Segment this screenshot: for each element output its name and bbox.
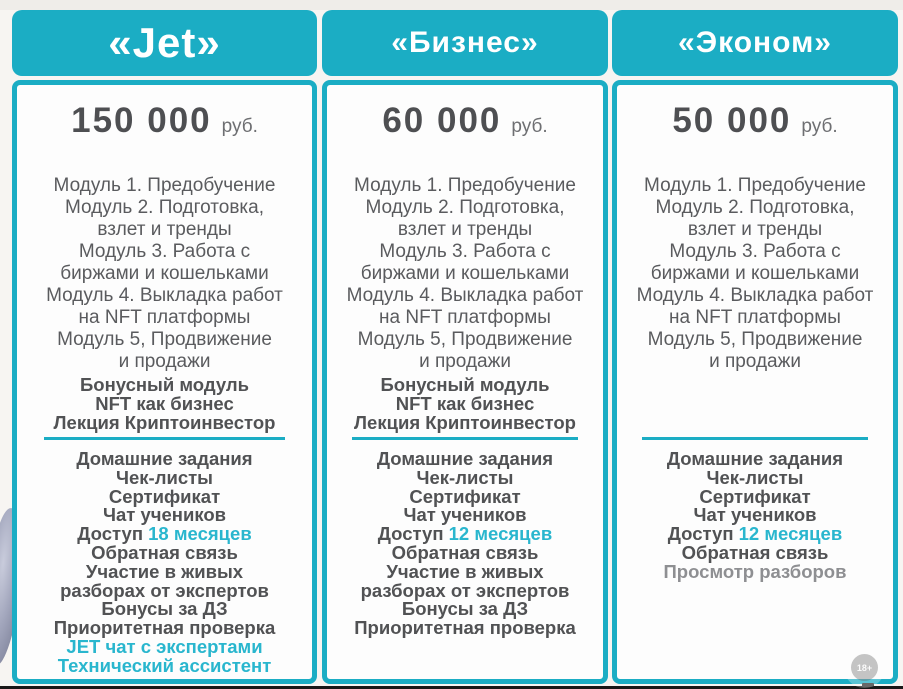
features-list bbox=[617, 450, 893, 582]
divider-line bbox=[642, 437, 868, 440]
price-value: 50 000 bbox=[672, 101, 792, 140]
pricing-card bbox=[322, 10, 608, 684]
module-line: на NFT платформы bbox=[669, 307, 841, 328]
bonus-list bbox=[17, 373, 312, 433]
bonus-line: Лекция Криптоинвестор bbox=[53, 412, 276, 433]
divider-line bbox=[44, 437, 286, 440]
feature-line bbox=[327, 619, 603, 638]
feature-text: Чат учеников bbox=[403, 504, 527, 526]
feature-text: Обратная связь bbox=[681, 541, 829, 563]
feature-text: Чат учеников bbox=[102, 504, 227, 526]
feature-text: Домашние задания bbox=[376, 448, 554, 469]
cursor-mark bbox=[862, 683, 874, 687]
price-value: 60 000 bbox=[382, 101, 502, 140]
bonus-list bbox=[617, 373, 893, 433]
feature-text: Сертификат bbox=[699, 485, 811, 507]
feature-text: Чек-листы bbox=[706, 466, 804, 488]
module-line: взлет и тренды bbox=[97, 219, 232, 240]
module-line: Модуль 3. Работа с bbox=[669, 241, 841, 262]
price-value: 150 000 bbox=[71, 101, 212, 140]
module-line: Модуль 2. Подготовка, bbox=[64, 197, 265, 218]
module-line: Модуль 5, Продвижение bbox=[57, 329, 272, 350]
feature-text: Бонусы за ДЗ bbox=[101, 598, 228, 620]
feature-text: Обратная связь bbox=[391, 541, 539, 563]
module-line: Модуль 5, Продвижение bbox=[647, 329, 863, 350]
feature-text: Чек-листы bbox=[116, 466, 213, 488]
features-list bbox=[327, 450, 603, 638]
modules-list bbox=[327, 175, 603, 373]
bonus-line: NFT как бизнес bbox=[395, 393, 535, 414]
module-line: Модуль 4. Выкладка работ bbox=[46, 285, 283, 306]
feature-text: Доступ bbox=[667, 523, 739, 545]
feature-text: Чек-листы bbox=[416, 466, 514, 488]
module-line: Модуль 4. Выкладка работ bbox=[636, 285, 874, 306]
module-line: Модуль 1. Предобучение bbox=[354, 175, 576, 196]
module-line: и продажи bbox=[419, 351, 511, 372]
feature-text: разборах от экспертов bbox=[60, 579, 269, 601]
plan-title: «Jet» bbox=[12, 10, 317, 76]
plan-body bbox=[612, 80, 898, 684]
module-line: биржами и кошельками bbox=[60, 263, 269, 284]
module-line: биржами и кошельками bbox=[360, 263, 570, 284]
plan-price bbox=[327, 101, 603, 143]
plan-price bbox=[617, 101, 893, 143]
plan-title: «Эконом» bbox=[612, 10, 898, 76]
module-line: Модуль 1. Предобучение bbox=[644, 175, 866, 196]
module-line: Модуль 2. Подготовка, bbox=[655, 197, 855, 218]
module-line: биржами и кошельками bbox=[650, 263, 860, 284]
pricing-card bbox=[12, 10, 317, 684]
feature-text: Домашние задания bbox=[76, 448, 253, 469]
module-line: Модуль 4. Выкладка работ bbox=[346, 285, 584, 306]
bonus-line: Бонусный модуль bbox=[380, 374, 550, 395]
divider-line bbox=[352, 437, 578, 440]
feature-line bbox=[17, 654, 312, 676]
bonus-line: Бонусный модуль bbox=[79, 374, 249, 395]
bonus-line: Лекция Криптоинвестор bbox=[354, 412, 576, 433]
feature-text: Доступ bbox=[77, 523, 149, 545]
price-currency: руб. bbox=[801, 116, 838, 137]
features-list bbox=[17, 450, 312, 676]
module-line: и продажи bbox=[709, 351, 801, 372]
feature-highlight: Технический ассистент bbox=[57, 654, 272, 676]
module-line: на NFT платформы bbox=[78, 307, 251, 328]
plan-price bbox=[17, 101, 312, 143]
module-line: Модуль 3. Работа с bbox=[78, 241, 251, 262]
module-line: Модуль 2. Подготовка, bbox=[365, 197, 565, 218]
bonus-list bbox=[327, 373, 603, 433]
top-strip bbox=[0, 0, 903, 10]
module-line: Модуль 5, Продвижение bbox=[357, 329, 573, 350]
feature-text: Приоритетная проверка bbox=[53, 617, 276, 639]
bonus-line: NFT как бизнес bbox=[95, 393, 234, 414]
feature-text: Домашние задания bbox=[666, 448, 844, 469]
plan-body bbox=[322, 80, 608, 684]
feature-text: Участие в живых bbox=[386, 560, 544, 582]
module-line: взлет и тренды bbox=[687, 219, 823, 240]
feature-highlight: 18 месяцев bbox=[148, 523, 252, 545]
feature-highlight: Просмотр разборов bbox=[663, 560, 847, 582]
price-currency: руб. bbox=[511, 116, 548, 137]
module-line: на NFT платформы bbox=[379, 307, 551, 328]
module-line: Модуль 3. Работа с bbox=[379, 241, 551, 262]
modules-list bbox=[617, 175, 893, 373]
module-line: взлет и тренды bbox=[397, 219, 533, 240]
feature-text: Приоритетная проверка bbox=[354, 617, 576, 639]
feature-text: Участие в живых bbox=[85, 560, 244, 582]
feature-text: Бонусы за ДЗ bbox=[401, 598, 529, 620]
modules-list bbox=[17, 175, 312, 373]
module-line: и продажи bbox=[118, 351, 211, 372]
feature-text: Доступ bbox=[377, 523, 449, 545]
feature-highlight: JET чат с экспертами bbox=[66, 635, 263, 657]
feature-text: Сертификат bbox=[108, 485, 221, 507]
feature-text: Сертификат bbox=[409, 485, 521, 507]
plan-body bbox=[12, 80, 317, 684]
age-badge: 18+ bbox=[851, 654, 878, 681]
plan-title: «Бизнес» bbox=[322, 10, 608, 76]
feature-text: Чат учеников bbox=[693, 504, 817, 526]
pricing-card bbox=[612, 10, 898, 684]
feature-highlight: 12 месяцев bbox=[738, 523, 843, 545]
feature-text: разборах от экспертов bbox=[360, 579, 570, 601]
feature-text: Обратная связь bbox=[91, 541, 238, 563]
price-currency: руб. bbox=[221, 116, 258, 137]
module-line: Модуль 1. Предобучение bbox=[53, 175, 276, 196]
feature-highlight: 12 месяцев bbox=[448, 523, 553, 545]
feature-line bbox=[617, 560, 893, 582]
